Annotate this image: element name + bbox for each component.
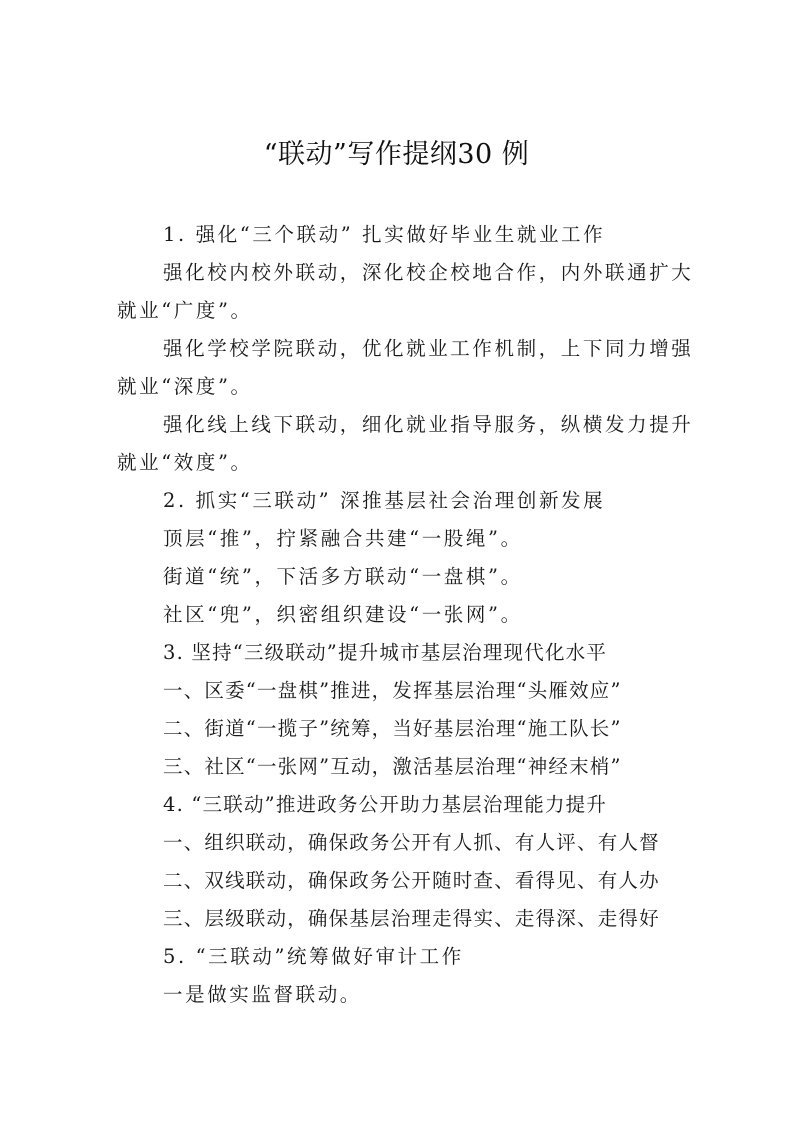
paragraph-line: 就业“效度”。 [117,451,253,474]
paragraph-line: 强化线上线下联动，细化就业指导服务，纵横发力提升 [163,413,694,436]
paragraph-line: 社区“兜”，织密组织建设“一张网”。 [163,603,523,626]
paragraph-line: 一、区委“一盘棋”推进，发挥基层治理“头雁效应” [163,679,622,702]
paragraph-line: 三、社区“一张网”互动，激活基层治理“神经末梢” [163,755,622,778]
section-heading-1: 1. 强化“三个联动” 扎实做好毕业生就业工作 [163,223,606,246]
paragraph-line: 街道“统”，下活多方联动“一盘棋”。 [163,565,523,588]
paragraph-line: 二、双线联动，确保政务公开随时查、看得见、有人办 [163,869,660,892]
paragraph-line: 强化学校学院联动，优化就业工作机制，上下同力增强 [163,337,694,360]
paragraph-line: 顶层“推”，拧紧融合共建“一股绳”。 [163,527,523,550]
paragraph-line: 就业“深度”。 [117,375,253,398]
section-heading-2: 2. 抓实“三联动” 深推基层社会治理创新发展 [163,489,606,512]
section-heading-4: 4. “三联动”推进政务公开助力基层治理能力提升 [163,793,608,816]
section-heading-3: 3. 坚持“三级联动”提升城市基层治理现代化水平 [163,641,608,664]
paragraph-line: 就业“广度”。 [117,299,253,322]
document-title: “联动”写作提纲30 例 [263,139,530,170]
paragraph-line: 三、层级联动，确保基层治理走得实、走得深、走得好 [163,907,660,930]
paragraph-line: 一是做实监督联动。 [163,983,362,1006]
paragraph-line: 二、街道“一揽子”统筹，当好基层治理“施工队长” [163,717,622,740]
paragraph-line: 强化校内校外联动，深化校企校地合作，内外联通扩大 [163,261,694,284]
section-heading-5: 5. “三联动”统筹做好审计工作 [163,945,464,968]
paragraph-line: 一、组织联动，确保政务公开有人抓、有人评、有人督 [163,831,660,854]
